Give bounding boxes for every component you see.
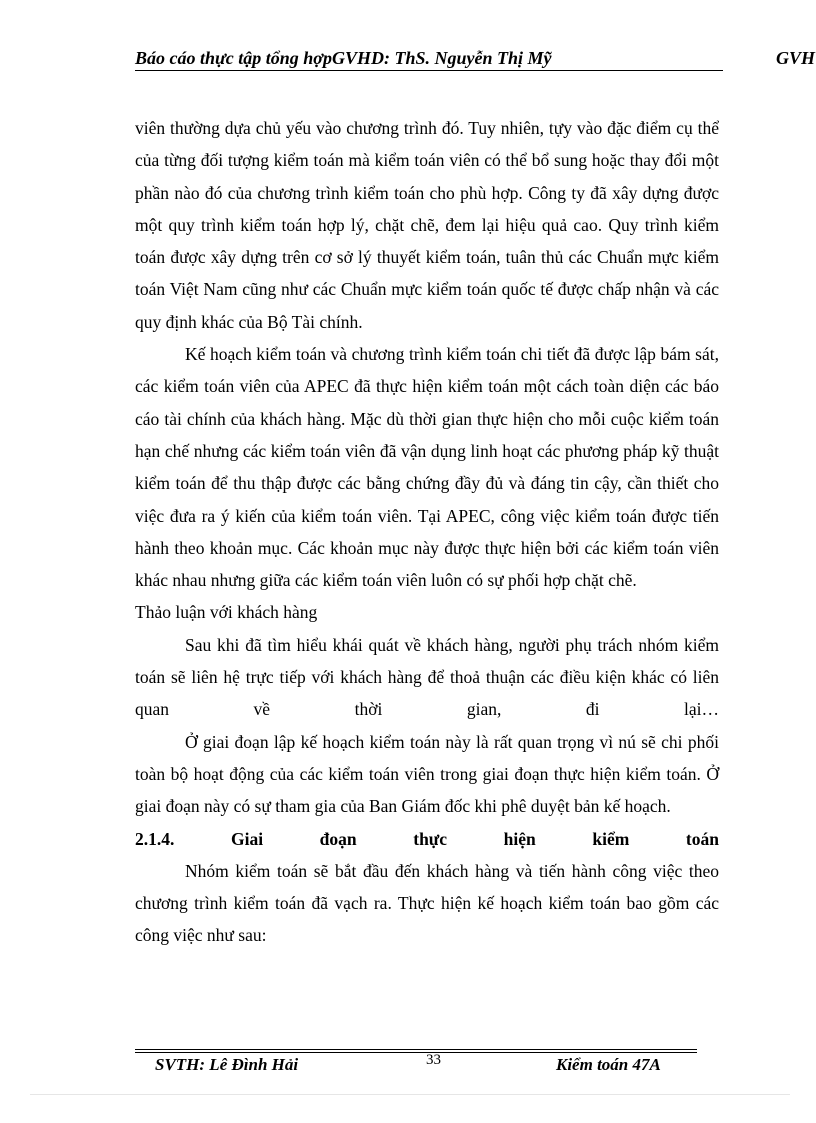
paragraph-5: Nhóm kiểm toán sẽ bắt đầu đến khách hàng và tiến hành công việc theo chương trình kiểm toán đã vạch ra. Thực hiện kế hoạch kiểm toán bao gồm các công việc như sau: bbox=[135, 860, 719, 946]
page-number: 33 bbox=[426, 1052, 441, 1068]
section-heading: 2.1.4. Giai đoạn thực hiện kiểm toán bbox=[135, 828, 719, 849]
footer-rule-bottom bbox=[135, 1052, 697, 1053]
header-title: Báo cáo thực tập tổng hợpGVHD: ThS. Nguyễn Thị Mỹ bbox=[135, 48, 552, 68]
header-rule bbox=[135, 70, 723, 71]
paragraph-3: Sau khi đã tìm hiểu khái quát về khách hàng, người phụ trách nhóm kiểm toán sẽ liên hệ trực tiếp với khách hàng để thoả thuận các điều kiện khác có liên quan về thời gian, đi lại… bbox=[135, 634, 719, 720]
paragraph-2: Kế hoạch kiểm toán và chương trình kiểm toán chi tiết đã được lập bám sát, các kiểm toán viên của APEC đã thực hiện kiểm toán một cách toàn diện các báo cáo tài chính của khách hàng. Mặc dù thời gian thực hiện cho mỗi cuộc kiểm toán hạn chế nhưng các kiểm toán viên đã vận dụng linh hoạt các phương pháp kỹ thuật kiểm toán để thu thập được các bằng chứng đầy đủ và đáng tin cậy, cần thiết cho việc đưa ra ý kiến của kiểm toán viên. Tại APEC, công việc kiểm toán được tiến hành theo khoản mục. Các khoản mục này được thực hiện bởi các kiểm toán viên khác nhau nhưng giữa các kiểm toán viên luôn có sự phối hợp chặt chẽ. bbox=[135, 344, 719, 591]
footer-rule-top bbox=[135, 1049, 697, 1050]
paragraph-4: Ở giai đoạn lập kế hoạch kiểm toán này là rất quan trọng vì nú sẽ chi phối toàn bộ hoạt động của các kiểm toán viên trong giai đoạn thực hiện kiểm toán. Ở giai đoạn này có sự tham gia của Ban Giám đốc khi phê duyệt bản kế hoạch. bbox=[135, 731, 719, 817]
header-overflow-text: GVH bbox=[776, 48, 816, 68]
section-label: Thảo luận với khách hàng bbox=[135, 602, 318, 623]
page-bottom-edge bbox=[30, 1094, 790, 1095]
footer-author: SVTH: Lê Đình Hải bbox=[155, 1055, 299, 1074]
document-body bbox=[135, 112, 719, 952]
paragraph-1: viên thường dựa chủ yếu vào chương trình đó. Tuy nhiên, tựy vào đặc điểm cụ thể của từng đối tượng kiểm toán mà kiểm toán viên có thể bổ sung hoặc thay đổi một phần nào đó của chương trình kiểm toán cho phù hợp. Công ty đã xây dựng được một quy trình kiểm toán hợp lý, chặt chẽ, đem lại hiệu quả cao. Quy trình kiểm toán được xây dựng trên cơ sở lý thuyết kiểm toán, tuân thủ các Chuẩn mực kiểm toán Việt Nam cũng như các Chuẩn mực kiểm toán quốc tế được chấp nhận và các quy định khác của Bộ Tài chính. bbox=[135, 118, 719, 332]
footer-course: Kiểm toán 47A bbox=[556, 1055, 661, 1074]
